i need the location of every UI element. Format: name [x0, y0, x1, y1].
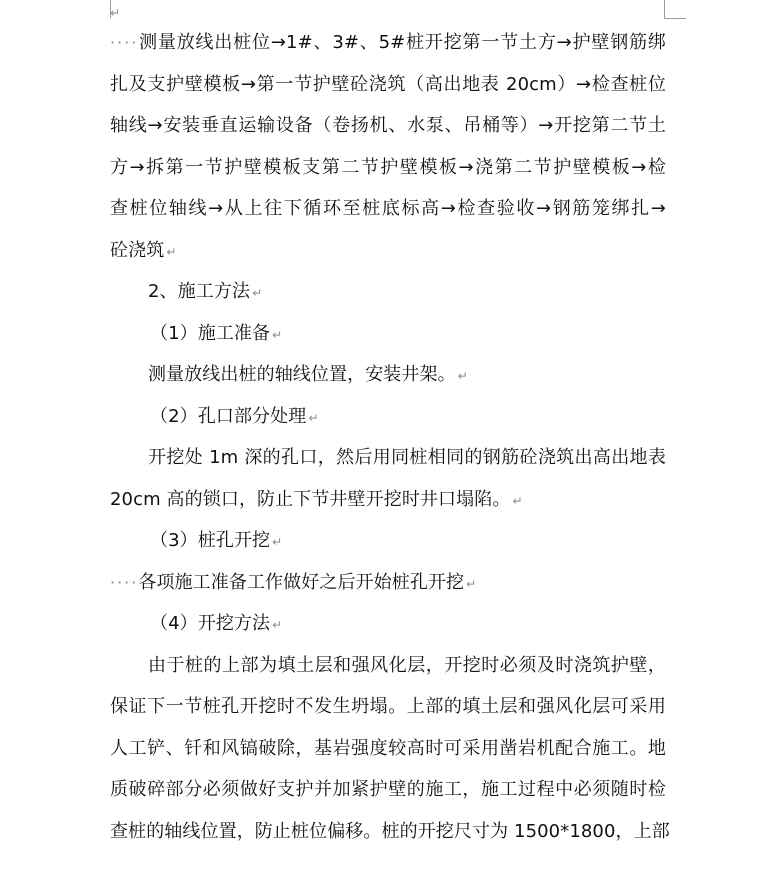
- paragraph-mark: ↵: [308, 410, 319, 425]
- line-text: 人工铲、钎和风镐破除，基岩强度较高时可采用凿岩机配合施工。地: [110, 737, 666, 759]
- doc-line-18: [110, 728, 666, 770]
- heading-text: （3）桩孔开挖: [150, 530, 271, 551]
- heading-text: （2）孔口部分处理: [150, 405, 307, 427]
- leader-dots: ····: [110, 572, 139, 592]
- section-heading-2: [110, 271, 666, 313]
- doc-line-3: [110, 105, 666, 147]
- doc-line-14: [110, 562, 666, 604]
- doc-line-6: [110, 230, 666, 272]
- subheading-3: [110, 520, 666, 562]
- line-text: 保证下一节桩孔开挖时不发生坍塌。上部的填土层和强风化层可采用: [110, 696, 666, 717]
- doc-line-12: [110, 479, 666, 521]
- doc-line-11: [110, 437, 666, 479]
- line-text: 开挖处 1m 深的孔口，然后用同桩相同的钢筋砼浇筑出高出地表: [148, 447, 666, 468]
- doc-line-16: [110, 645, 666, 687]
- paragraph-mark: ↵: [466, 576, 477, 591]
- paragraph-mark: ↵: [272, 327, 283, 342]
- line-text: 测量放线出桩位→1#、3#、5#桩开挖第一节土方→护壁钢筋绑: [138, 32, 666, 53]
- doc-line-17: [110, 686, 666, 728]
- leader-dots: ····: [110, 33, 139, 52]
- paragraph-mark: ↵: [272, 535, 283, 549]
- doc-line-5: [110, 188, 666, 230]
- paragraph-mark: ↵: [166, 244, 177, 259]
- doc-line-19: [110, 769, 666, 811]
- paragraph-mark: ↵: [512, 493, 523, 508]
- line-text: 20cm 高的锁口，防止下节井壁开挖时井口塌陷。: [110, 488, 511, 510]
- line-text: 由于桩的上部为填土层和强风化层，开挖时必须及时浇筑护壁，: [148, 654, 666, 676]
- subheading-4: [110, 603, 666, 645]
- paragraph-mark: ↵: [457, 369, 468, 383]
- crop-mark-right-vertical: [664, 0, 665, 18]
- crop-mark-right-horizontal: [664, 18, 686, 19]
- line-text: 轴线→安装垂直运输设备（卷扬机、水泵、吊桶等）→开挖第二节土: [110, 115, 666, 136]
- paragraph-mark: ↵: [272, 618, 283, 632]
- line-text: 扎及支护壁模板→第一节护壁砼浇筑（高出地表 20cm）→检查桩位: [110, 73, 666, 95]
- doc-line-4: [110, 147, 666, 189]
- line-text: 查桩的轴线位置，防止桩位偏移。桩的开挖尺寸为 1500*1800，上部: [110, 820, 670, 842]
- line-text: 砼浇筑: [110, 239, 165, 261]
- line-text: 查桩位轴线→从上往下循环至桩底标高→检查验收→钢筋笼绑扎→: [110, 198, 666, 219]
- doc-line-20: [110, 811, 670, 853]
- doc-line-1: [110, 22, 666, 64]
- line-text: 方→拆第一节护壁模板支第二节护壁模板→浇第二节护壁模板→检: [110, 156, 666, 178]
- line-text: 测量放线出桩的轴线位置，安装井架。: [148, 364, 456, 385]
- line-text: 质破碎部分必须做好支护并加紧护壁的施工，施工过程中必须随时检: [110, 779, 666, 800]
- heading-text: （4）开挖方法: [150, 613, 271, 634]
- heading-text: 2、施工方法: [148, 281, 251, 302]
- subheading-1: [110, 313, 666, 355]
- document-page[interactable]: [110, 22, 670, 852]
- doc-line-9: [110, 354, 666, 396]
- doc-line-2: [110, 64, 666, 106]
- line-text: 各项施工准备工作做好之后开始桩孔开挖: [138, 571, 465, 593]
- subheading-2: [110, 396, 666, 438]
- top-paragraph-mark: ↵: [110, 6, 121, 20]
- paragraph-mark: ↵: [252, 286, 263, 300]
- heading-text: （1）施工准备: [150, 322, 271, 344]
